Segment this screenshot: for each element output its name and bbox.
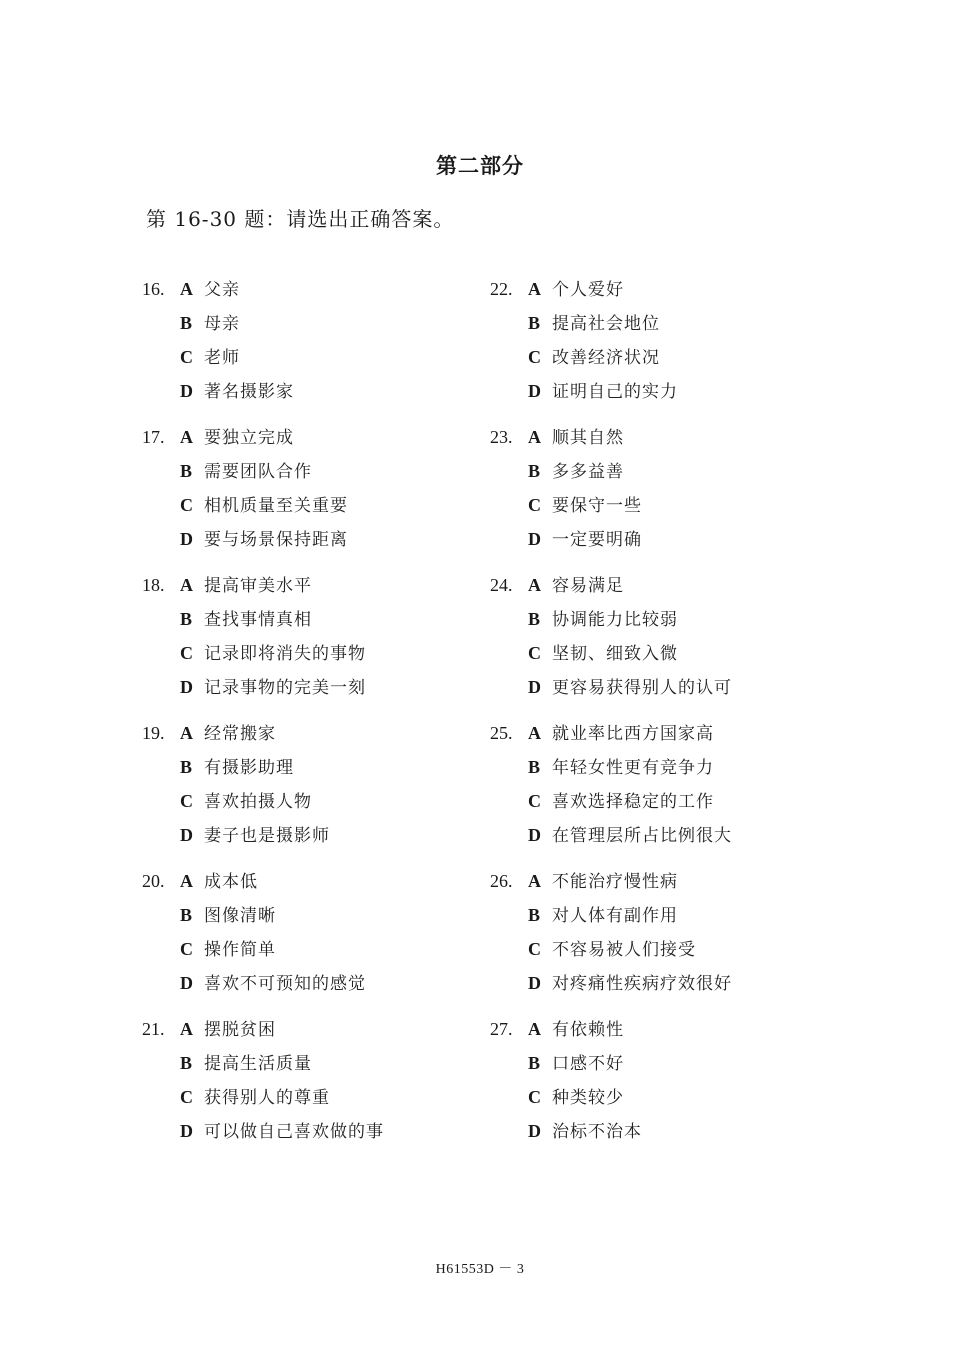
option-text: 不能治疗慢性病 <box>552 872 678 892</box>
option-letter: B <box>180 609 193 629</box>
option-letter: B <box>528 461 541 481</box>
option-letter: C <box>180 939 193 959</box>
answer-option <box>528 670 732 704</box>
option-text: 更容易获得别人的认可 <box>552 678 732 698</box>
question-number: 23. <box>490 427 513 447</box>
option-letter: B <box>528 905 541 925</box>
option-letter: D <box>180 677 193 697</box>
answer-option <box>528 568 624 602</box>
option-text: 种类较少 <box>552 1088 624 1108</box>
option-letter: B <box>180 461 193 481</box>
option-letter: D <box>528 825 541 845</box>
option-letter: B <box>528 757 541 777</box>
answer-option <box>528 1012 624 1046</box>
option-text: 喜欢不可预知的感觉 <box>204 974 366 994</box>
answer-option <box>180 522 348 556</box>
option-letter: A <box>528 871 541 891</box>
answer-option <box>528 636 678 670</box>
question-number: 17. <box>142 427 165 447</box>
question-number: 25. <box>490 723 513 743</box>
answer-option <box>528 272 624 306</box>
option-text: 获得别人的尊重 <box>204 1088 330 1108</box>
option-letter: C <box>180 791 193 811</box>
question-number: 16. <box>142 279 165 299</box>
instructions: 第 16-30 题：请选出正确答案。 <box>146 207 455 231</box>
option-text: 治标不治本 <box>552 1122 642 1142</box>
option-text: 个人爱好 <box>552 280 624 300</box>
answer-option <box>180 272 240 306</box>
option-text: 操作简单 <box>204 940 276 960</box>
option-letter: D <box>180 973 193 993</box>
option-letter: C <box>180 495 193 515</box>
option-letter: D <box>528 1121 541 1141</box>
option-letter: B <box>528 609 541 629</box>
answer-option <box>528 374 678 408</box>
option-text: 对疼痛性疾病疗效很好 <box>552 974 732 994</box>
option-text: 一定要明确 <box>552 530 642 550</box>
option-text: 顺其自然 <box>552 428 624 448</box>
option-text: 可以做自己喜欢做的事 <box>204 1122 384 1142</box>
answer-option <box>180 636 366 670</box>
option-letter: A <box>528 723 541 743</box>
option-letter: A <box>180 723 193 743</box>
option-letter: B <box>528 313 541 333</box>
option-text: 在管理层所占比例很大 <box>552 826 732 846</box>
answer-option <box>528 1114 642 1148</box>
option-letter: C <box>528 791 541 811</box>
answer-option <box>528 864 678 898</box>
answer-option <box>180 670 366 704</box>
option-text: 容易满足 <box>552 576 624 596</box>
answer-option <box>528 1046 624 1080</box>
option-text: 经常搬家 <box>204 724 276 744</box>
option-letter: A <box>180 871 193 891</box>
option-text: 老师 <box>204 348 240 368</box>
option-text: 要保守一些 <box>552 496 642 516</box>
answer-option <box>180 454 312 488</box>
option-text: 提高审美水平 <box>204 576 312 596</box>
answer-option <box>180 966 366 1000</box>
answer-option <box>528 818 732 852</box>
option-letter: D <box>528 973 541 993</box>
option-letter: D <box>180 529 193 549</box>
option-letter: B <box>180 1053 193 1073</box>
answer-option <box>528 750 714 784</box>
option-text: 著名摄影家 <box>204 382 294 402</box>
option-text: 多多益善 <box>552 462 624 482</box>
answer-option <box>180 488 348 522</box>
section-title: 第二部分 <box>436 154 524 178</box>
question-number: 24. <box>490 575 513 595</box>
page-footer: H61553D － 3 <box>435 1262 525 1277</box>
option-text: 妻子也是摄影师 <box>204 826 330 846</box>
option-text: 有依赖性 <box>552 1020 624 1040</box>
option-text: 坚韧、细致入微 <box>552 644 678 664</box>
option-text: 不容易被人们接受 <box>552 940 696 960</box>
option-text: 对人体有副作用 <box>552 906 678 926</box>
option-text: 需要团队合作 <box>204 462 312 482</box>
answer-option <box>180 420 294 454</box>
option-letter: C <box>528 643 541 663</box>
answer-option <box>180 374 294 408</box>
answer-option <box>180 750 294 784</box>
option-letter: C <box>528 347 541 367</box>
option-text: 相机质量至关重要 <box>204 496 348 516</box>
answer-option <box>180 818 330 852</box>
option-text: 协调能力比较弱 <box>552 610 678 630</box>
question-number: 18. <box>142 575 165 595</box>
option-text: 喜欢选择稳定的工作 <box>552 792 714 812</box>
answer-option <box>180 864 258 898</box>
answer-option <box>528 1080 624 1114</box>
option-text: 要独立完成 <box>204 428 294 448</box>
option-text: 图像清晰 <box>204 906 276 926</box>
option-text: 父亲 <box>204 280 240 300</box>
option-letter: A <box>180 575 193 595</box>
option-letter: C <box>180 643 193 663</box>
answer-option <box>528 898 678 932</box>
answer-option <box>180 898 276 932</box>
option-text: 摆脱贫困 <box>204 1020 276 1040</box>
option-letter: D <box>180 1121 193 1141</box>
option-text: 提高生活质量 <box>204 1054 312 1074</box>
answer-option <box>180 1114 384 1148</box>
answer-option <box>180 306 240 340</box>
option-letter: D <box>180 825 193 845</box>
option-letter: A <box>528 279 541 299</box>
option-letter: B <box>528 1053 541 1073</box>
option-letter: A <box>180 1019 193 1039</box>
answer-option <box>528 454 624 488</box>
answer-option <box>528 784 714 818</box>
option-letter: A <box>528 1019 541 1039</box>
question-number: 22. <box>490 279 513 299</box>
answer-option <box>528 602 678 636</box>
question-number: 21. <box>142 1019 165 1039</box>
answer-option <box>528 522 642 556</box>
option-text: 记录事物的完美一刻 <box>204 678 366 698</box>
option-letter: B <box>180 757 193 777</box>
option-letter: B <box>180 905 193 925</box>
answer-option <box>180 340 240 374</box>
answer-option <box>528 932 696 966</box>
question-number: 26. <box>490 871 513 891</box>
option-letter: D <box>528 381 541 401</box>
answer-option <box>180 932 276 966</box>
option-text: 提高社会地位 <box>552 314 660 334</box>
option-letter: D <box>180 381 193 401</box>
option-letter: B <box>180 313 193 333</box>
option-letter: A <box>528 427 541 447</box>
answer-option <box>528 488 642 522</box>
answer-option <box>180 716 276 750</box>
option-letter: A <box>180 427 193 447</box>
answer-option <box>180 568 312 602</box>
answer-option <box>180 1012 276 1046</box>
option-letter: C <box>180 347 193 367</box>
question-number: 20. <box>142 871 165 891</box>
option-letter: C <box>528 495 541 515</box>
answer-option <box>180 1046 312 1080</box>
answer-option <box>528 420 624 454</box>
answer-option <box>180 1080 330 1114</box>
option-text: 有摄影助理 <box>204 758 294 778</box>
question-number: 19. <box>142 723 165 743</box>
option-text: 母亲 <box>204 314 240 334</box>
question-number: 27. <box>490 1019 513 1039</box>
option-text: 成本低 <box>204 872 258 892</box>
answer-option <box>180 602 312 636</box>
option-text: 就业率比西方国家高 <box>552 724 714 744</box>
option-letter: D <box>528 529 541 549</box>
option-letter: C <box>180 1087 193 1107</box>
option-text: 喜欢拍摄人物 <box>204 792 312 812</box>
option-text: 记录即将消失的事物 <box>204 644 366 664</box>
option-letter: C <box>528 939 541 959</box>
option-letter: A <box>528 575 541 595</box>
option-text: 查找事情真相 <box>204 610 312 630</box>
answer-option <box>528 340 660 374</box>
option-letter: D <box>528 677 541 697</box>
option-text: 口感不好 <box>552 1054 624 1074</box>
option-text: 改善经济状况 <box>552 348 660 368</box>
answer-option <box>528 966 732 1000</box>
answer-option <box>528 306 660 340</box>
option-text: 证明自己的实力 <box>552 382 678 402</box>
option-letter: A <box>180 279 193 299</box>
option-letter: C <box>528 1087 541 1107</box>
option-text: 要与场景保持距离 <box>204 530 348 550</box>
option-text: 年轻女性更有竞争力 <box>552 758 714 778</box>
answer-option <box>180 784 312 818</box>
answer-option <box>528 716 714 750</box>
